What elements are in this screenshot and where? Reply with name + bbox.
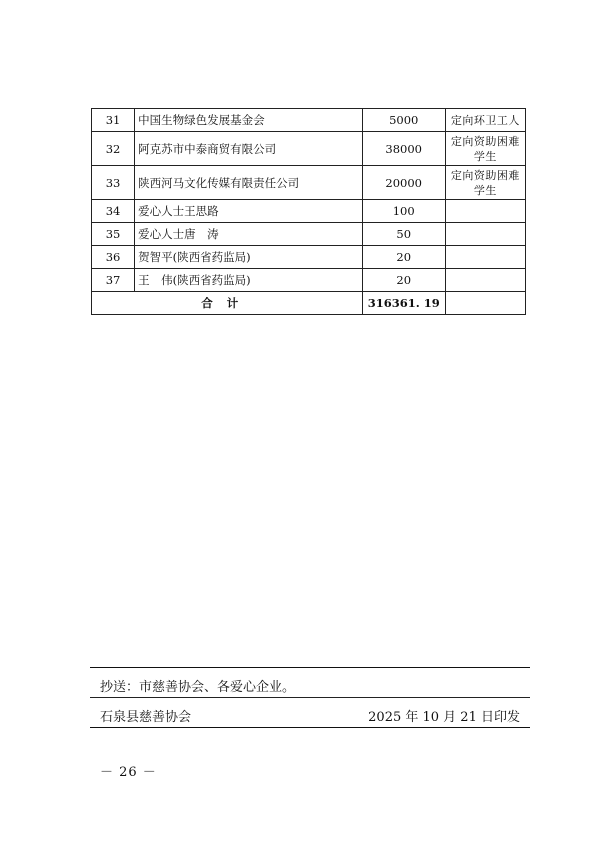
total-label: 合计: [92, 292, 363, 315]
total-row: [92, 292, 526, 315]
page-number: － 26 －: [100, 765, 157, 780]
donation-amount: 50: [362, 223, 445, 246]
row-number: 33: [92, 166, 135, 200]
donation-note: 定向资助困难学生: [445, 166, 525, 200]
donation-amount: 5000: [362, 109, 445, 132]
donor-name: 陕西河马文化传媒有限责任公司: [135, 166, 363, 200]
donation-note: [445, 200, 525, 223]
issue-date: 2025 年 10 月 21 日印发: [368, 710, 520, 725]
donation-amount: 38000: [362, 132, 445, 166]
row-number: 32: [92, 132, 135, 166]
issuer-name: 石泉县慈善协会: [100, 710, 192, 725]
table-row: [92, 109, 526, 132]
donation-table: [91, 108, 526, 315]
donation-note: 定向环卫工人: [445, 109, 525, 132]
donation-amount: 20: [362, 269, 445, 292]
donation-note: [445, 223, 525, 246]
table-row: [92, 269, 526, 292]
total-note: [445, 292, 525, 315]
donation-note: [445, 269, 525, 292]
table-row: [92, 246, 526, 269]
footer-middle-rule: [90, 697, 530, 698]
cc-line: 抄送：市慈善协会、各爱心企业。: [100, 680, 296, 695]
donation-amount: 20000: [362, 166, 445, 200]
donor-name: 中国生物绿色发展基金会: [135, 109, 363, 132]
row-number: 37: [92, 269, 135, 292]
donor-name: 阿克苏市中泰商贸有限公司: [135, 132, 363, 166]
donor-name: 爱心人士唐 涛: [135, 223, 363, 246]
total-amount: 316361. 19: [362, 292, 445, 315]
row-number: 35: [92, 223, 135, 246]
donor-name: 王 伟(陕西省药监局): [135, 269, 363, 292]
donation-amount: 20: [362, 246, 445, 269]
table-row: [92, 200, 526, 223]
row-number: 34: [92, 200, 135, 223]
row-number: 31: [92, 109, 135, 132]
row-number: 36: [92, 246, 135, 269]
table-row: [92, 223, 526, 246]
donation-amount: 100: [362, 200, 445, 223]
footer-bottom-rule: [90, 727, 530, 728]
table-row: [92, 166, 526, 200]
donation-note: [445, 246, 525, 269]
table-row: [92, 132, 526, 166]
footer-top-rule: [90, 667, 530, 668]
donor-name: 贺智平(陕西省药监局): [135, 246, 363, 269]
donor-name: 爱心人士王思路: [135, 200, 363, 223]
donation-note: 定向资助困难学生: [445, 132, 525, 166]
